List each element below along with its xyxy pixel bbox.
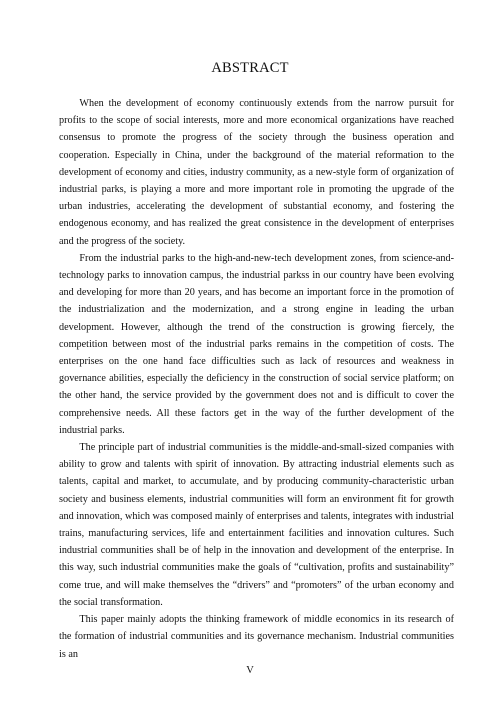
abstract-title: ABSTRACT	[211, 60, 289, 76]
abstract-paragraph-4: This paper mainly adopts the thinking framework of middle economics in its research of the formation of industrial communities and its governance mechanism. Industrial communities is an	[59, 614, 454, 660]
abstract-paragraph-2: From the industrial parks to the high-and-new-tech development zones, from science-and-technology parks to innovation campus, the industrial parkss in our country have been evolving and developing for more than 20 years, and has become an important force in the promotion of the industrialization and the modernization, and a strong engine in leading the urban development. However, although the trend of the construction is growing fiercely, the competition between most of the industrial parks remains in the competition of costs. The enterprises on the one hand face difficulties such as lack of resources and weakness in governance abilities, especially the deficiency in the construction of social service platform; on the other hand, the service provided by the government does not and is difficult to cover the comprehensive needs. All these factors get in the way of the further development of the industrial parks.	[59, 252, 454, 436]
abstract-body	[59, 95, 454, 663]
page-number: V	[246, 665, 254, 676]
abstract-paragraph-3: The principle part of industrial communities is the middle-and-small-sized companies with ability to grow and talents with spirit of innovation. By attracting industrial elements such as talents, capital and market, to accumulate, and by producing community-characteristic urban society and business elements, industrial communities will form an environment fit for growth and innovation, which was composed mainly of enterprises and talents, integrates with industrial trains, manufacturing services, life and entertainment facilities and innovation cultures. Such industrial communities shall be of help in the innovation and development of the enterprise. In this way, such industrial communities make the goals of “cultivation, profits and sustainability” come true, and will make themselves the “drivers” and “promoters” of the urban economy and the social transformation.	[59, 442, 454, 608]
abstract-paragraph-1: When the development of economy continuously extends from the narrow pursuit for profits to the scope of social interests, more and more economical organizations have reached consensus to promote the progress of the society through the business operation and cooperation. Especially in China, under the background of the material reformation to the development of economy and cities, industry community, as a new-style form of organization of industrial parks, is playing a more and more important role in promoting the upgrade of the urban industries, accelerating the development of substantial economy, and fostering the endogenous economy, and has realized the great consistence in the development of enterprises and the progress of the society.	[59, 98, 454, 247]
